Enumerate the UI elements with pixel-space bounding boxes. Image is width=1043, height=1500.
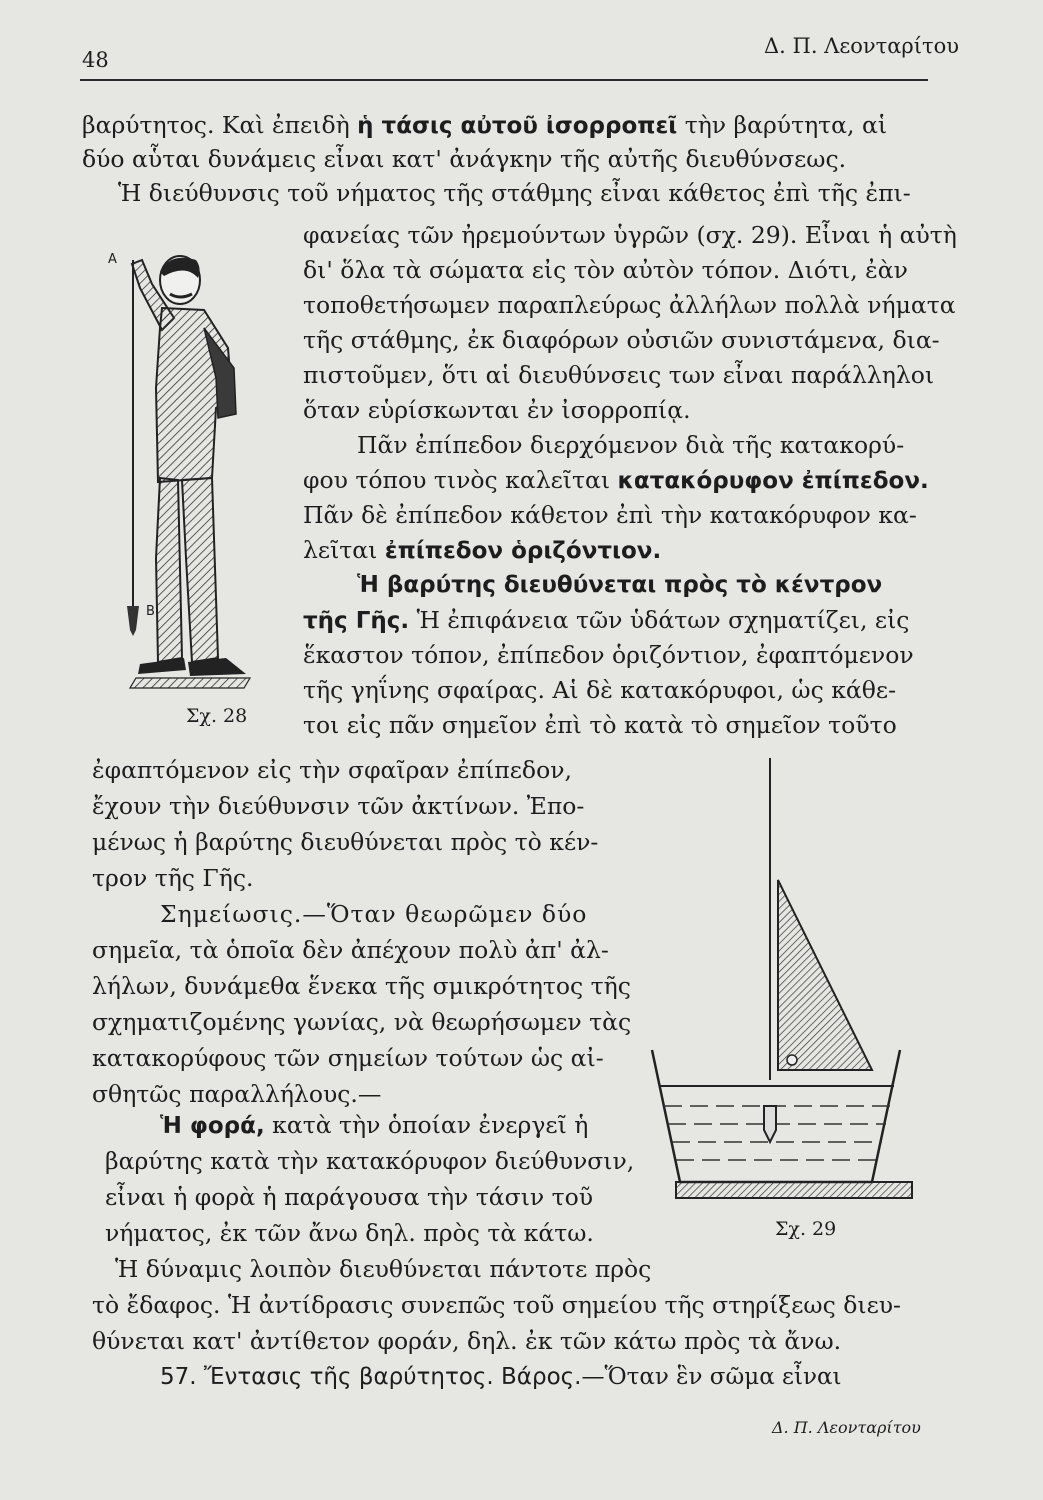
text-line xyxy=(303,605,909,636)
text-line: Πᾶν ἐπίπεδον διερχόμενον διὰ τῆς κατακορύ- xyxy=(357,431,905,459)
text-line: θύνεται κατ' ἀντίθετον φοράν, δηλ. ἐκ τῶν κάτω πρὸς τὰ ἄνω. xyxy=(92,1327,842,1355)
text-line: σθητῶς παραλλήλους.— xyxy=(92,1080,382,1108)
text-line: φανείας τῶν ἠρεμούντων ὑγρῶν (σχ. 29). Εἶναι ἡ αὐτὴ xyxy=(303,221,957,249)
footer-author: Δ. Π. Λεονταρίτου xyxy=(772,1418,921,1437)
page-number: 48 xyxy=(82,48,109,72)
text-run: κατὰ τὴν ὁποίαν ἐνεργεῖ ἡ xyxy=(264,1111,589,1139)
text-line: τὸ ἔδαφος. Ἡ ἀντίδρασις συνεπῶς τοῦ σημείου τῆς στηρίξεως διευ- xyxy=(92,1291,901,1319)
text-line: κατακορύφους τῶν σημείων τούτων ὡς αἰ- xyxy=(92,1044,604,1072)
text-line: σημεῖα, τὰ ὁποῖα δὲν ἀπέχουν πολὺ ἀπ' ἀλ- xyxy=(92,936,609,964)
text-line: τῆς γηΐνης σφαίρας. Αἱ δὲ κατακόρυφοι, ὡς κάθε- xyxy=(303,676,897,704)
text-line: δύο αὗται δυνάμεις εἶναι κατ' ἀνάγκην τῆς αὐτῆς διευθύνσεως. xyxy=(82,145,847,173)
text-line: πιστοῦμεν, ὅτι αἱ διευθύνσεις των εἶναι παράλληλοι xyxy=(303,361,935,389)
bold-term: τῆς Γῆς. xyxy=(303,608,410,634)
bold-term: κατακόρυφον ἐπίπεδον. xyxy=(617,468,929,494)
text-line: Ἡ δύναμις λοιπὸν διευθύνεται πάντοτε πρὸς xyxy=(115,1255,652,1283)
text-line: νήματος, ἐκ τῶν ἄνω δηλ. πρὸς τὰ κάτω. xyxy=(105,1219,594,1247)
text-line: ὅταν εὑρίσκωνται ἐν ἰσορροπίᾳ. xyxy=(303,396,691,424)
text-line: ἔχουν τὴν διεύθυνσιν τῶν ἀκτίνων. Ἐπο- xyxy=(92,792,585,820)
text-run: βαρύτητος. Καὶ ἐπειδὴ xyxy=(82,111,358,139)
figure-28-label-b: B xyxy=(146,604,155,619)
text-line: εἶναι ἡ φορὰ ἡ παράγουσα τὴν τάσιν τοῦ xyxy=(105,1183,594,1211)
section-title-text: 57. Ἔντασις τῆς βαρύτητος. Βάρος. xyxy=(160,1364,582,1390)
text-line xyxy=(303,535,661,566)
text-run: —Ὅταν ἓν σῶμα εἶναι xyxy=(581,1364,842,1390)
text-line xyxy=(303,465,929,496)
text-run: Ἡ ἐπιφάνεια τῶν ὑδάτων σχηματίζει, εἰς xyxy=(409,606,910,634)
bold-term: ἡ τάσις αὐτοῦ ἰσορροπεῖ xyxy=(357,113,678,139)
figure-29-caption: Σχ. 29 xyxy=(775,1218,837,1240)
section-heading: Ἡ βαρύτης διευθύνεται πρὸς τὸ κέντρον xyxy=(357,572,883,598)
text-run: λεῖται xyxy=(303,536,385,564)
running-title: Δ. Π. Λεονταρίτου xyxy=(764,34,960,58)
text-line: τοι εἰς πᾶν σημεῖον ἐπὶ τὸ κατὰ τὸ σημεῖον τοῦτο xyxy=(303,711,897,739)
text-line: ἕκαστον τόπον, ἐπίπεδον ὁριζόντιον, ἐφαπτόμενον xyxy=(303,641,914,669)
text-line xyxy=(160,1110,588,1141)
text-line: δι' ὅλα τὰ σώματα εἰς τὸν αὐτὸν τόπον. Διότι, ἐὰν xyxy=(303,256,908,284)
figure-29-plumb-vessel xyxy=(640,750,925,1210)
figure-28-plumb-man xyxy=(100,238,280,698)
text-line: τῆς στάθμης, ἐκ διαφόρων οὐσιῶν συνιστάμενα, δια- xyxy=(303,326,940,354)
text-line: τοποθετήσωμεν παραπλεύρως ἀλλήλων πολλὰ νήματα xyxy=(303,291,956,319)
section-title xyxy=(160,1362,842,1392)
text-run: φου τόπου τινὸς καλεῖται xyxy=(303,466,618,494)
header-rule xyxy=(80,79,928,81)
figure-28-label-a: A xyxy=(108,252,117,267)
text-line: τρον τῆς Γῆς. xyxy=(92,864,254,892)
text-line: βαρύτης κατὰ τὴν κατακόρυφον διεύθυνσιν, xyxy=(105,1147,635,1175)
text-run: τὴν βαρύτητα, αἱ xyxy=(677,111,888,139)
bold-term: ἐπίπεδον ὁριζόντιον. xyxy=(384,538,662,564)
text-line: Πᾶν δὲ ἐπίπεδον κάθετον ἐπὶ τὴν κατακόρυφον κα- xyxy=(303,501,917,529)
text-line: λήλων, δυνάμεθα ἕνεκα τῆς σμικρότητος τῆς xyxy=(92,972,631,1000)
bold-term: Ἡ φορά, xyxy=(160,1113,265,1139)
note-heading: Σημείωσις.—Ὅταν θεωρῶμεν δύο xyxy=(160,900,588,928)
text-line xyxy=(82,110,887,141)
text-line: ἐφαπτόμενον εἰς τὴν σφαῖραν ἐπίπεδον, xyxy=(92,756,572,784)
text-line: μένως ἡ βαρύτης διευθύνεται πρὸς τὸ κέν- xyxy=(92,828,599,856)
text-line: σχηματιζομένης γωνίας, νὰ θεωρήσωμεν τὰς xyxy=(92,1008,632,1036)
figure-28-caption: Σχ. 28 xyxy=(186,705,248,727)
text-line: Ἡ διεύθυνσις τοῦ νήματος τῆς στάθμης εἶναι κάθετος ἐπὶ τῆς ἐπι- xyxy=(118,179,911,207)
